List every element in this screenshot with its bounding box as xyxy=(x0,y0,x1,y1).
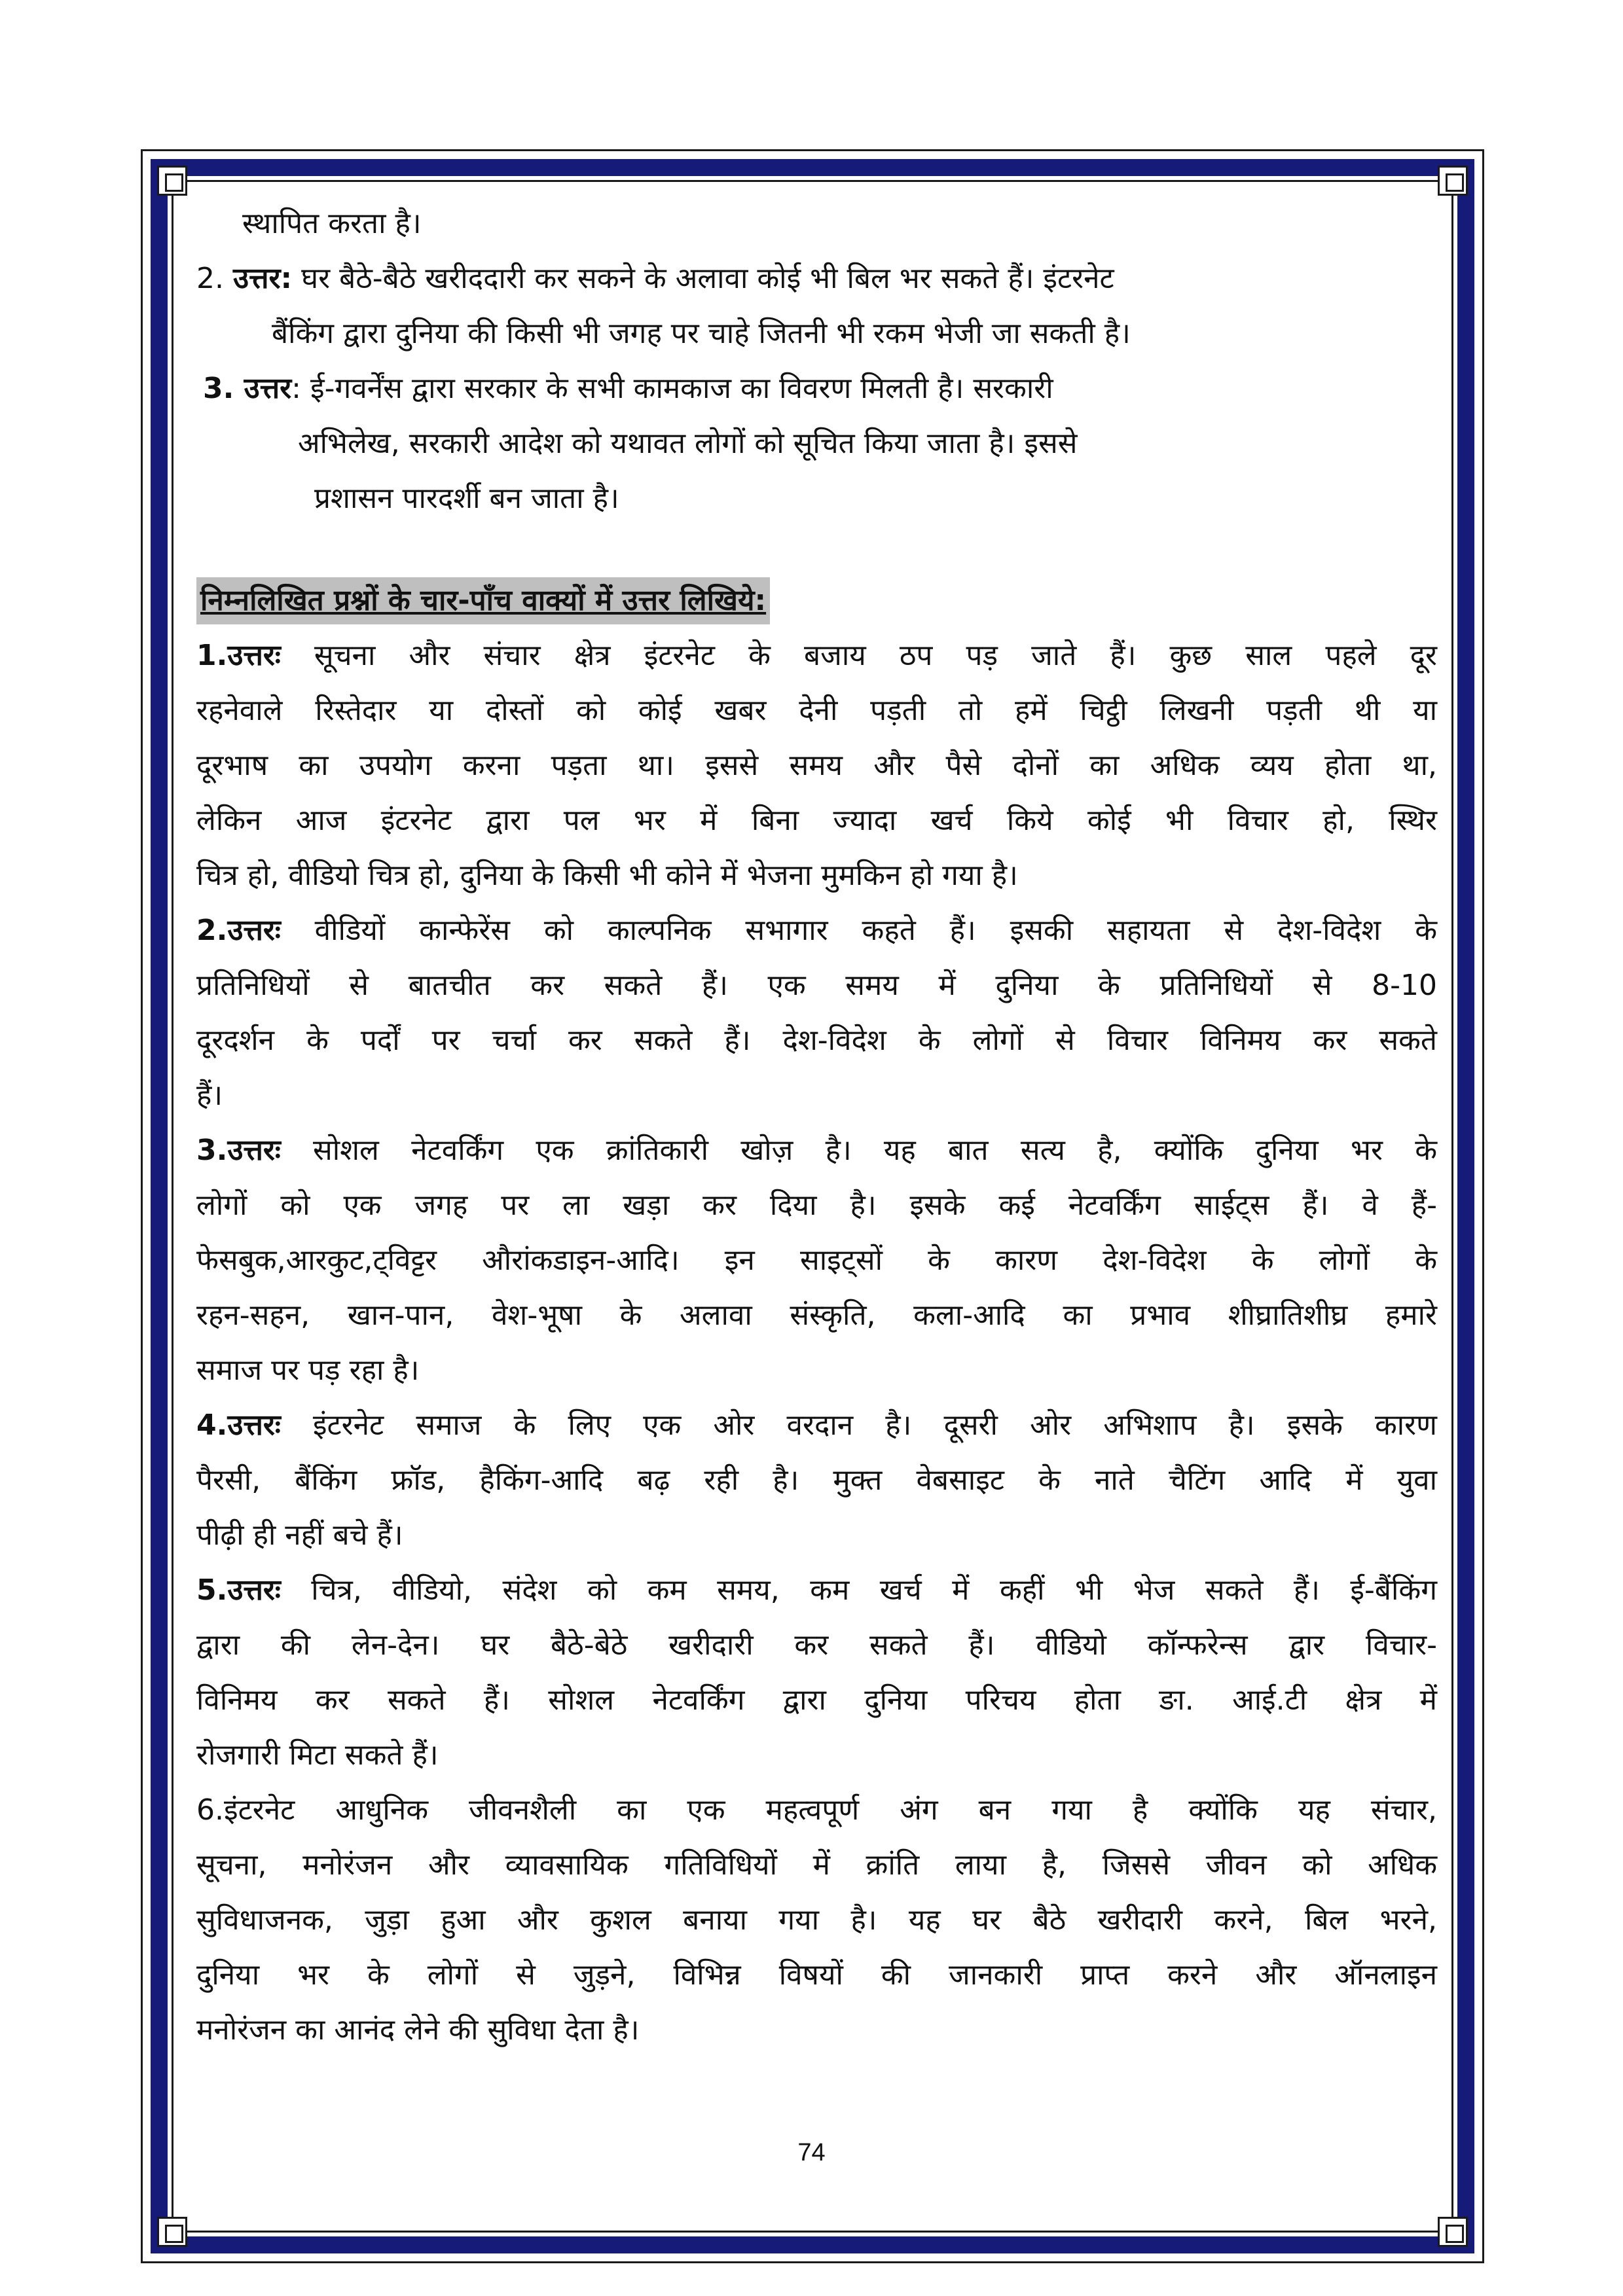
answer-line: पीढ़ी ही नहीं बचे हैं। xyxy=(196,1518,403,1552)
answer-text: : ई-गवर्नेंस द्वारा सरकार के सभी कामकाज का विवरण मिलती है। सरकारी xyxy=(291,372,1053,405)
answer-text: चित्र, वीडियो, संदेश को कम समय, कम खर्च में कहीं भी भेज सकते हैं। ई-बैंकिंग xyxy=(280,1573,1437,1607)
answer-line: विनिमय कर सकते हैं। सोशल नेटवर्किंग द्वारा दुनिया परिचय होता ङा. आई.टी क्षेत्र में xyxy=(196,1683,1437,1717)
answer-line: 6.इंटरनेट आधुनिक जीवनशैली का एक महत्वपूर्ण अंग बन गया है क्योंकि यह संचार, xyxy=(196,1793,1437,1827)
page-content xyxy=(196,196,1437,2058)
answer-label: 3.उत्तरः xyxy=(196,1134,281,1167)
answer-line: चित्र हो, वीडियो चित्र हो, दुनिया के किसी भी कोने में भेजना मुमकिन हो गया है। xyxy=(196,859,1018,892)
answer-text: इंटरनेट समाज के लिए एक ओर वरदान है। दूसरी ओर अभिशाप है। इसके कारण xyxy=(280,1408,1437,1442)
answer-label: उत्तर: xyxy=(232,262,293,295)
answer-text: सूचना और संचार क्षेत्र इंटरनेट के बजाय ठप पड़ जाते हैं। कुछ साल पहले दूर xyxy=(280,639,1437,672)
answer-number: 2. xyxy=(196,262,224,295)
answer-line xyxy=(196,1123,1437,1178)
answer-line xyxy=(196,1398,1437,1453)
answer-label: 2.उत्तरः xyxy=(196,914,281,947)
answer-block xyxy=(196,628,1437,903)
answer-block xyxy=(196,903,1437,1123)
answer-line xyxy=(196,628,1437,683)
corner-ornament-icon xyxy=(1438,2217,1468,2247)
answer-line: दूरदर्शन के पर्दों पर चर्चा कर सकते हैं। देश-विदेश के लोगों से विचार विनिमय कर सकते xyxy=(196,1024,1437,1057)
answer-line: मनोरंजन का आनंद लेने की सुविधा देता है। xyxy=(196,2013,640,2047)
answer-2-short xyxy=(196,251,1437,306)
answer-label: 4.उत्तरः xyxy=(196,1408,281,1442)
answer-line: रहन-सहन, खान-पान, वेश-भूषा के अलावा संस्कृति, कला-आदि का प्रभाव शीघ्रातिशीघ्र हमारे xyxy=(196,1299,1437,1332)
corner-ornament-icon xyxy=(1438,166,1468,196)
answer-line: दुनिया भर के लोगों से जुड़ने, विभिन्न विषयों की जानकारी प्राप्त करने और ऑनलाइन xyxy=(196,1958,1437,1992)
answer-text: सोशल नेटवर्किंग एक क्रांतिकारी खोज़ है। यह बात सत्य है, क्योंकि दुनिया भर के xyxy=(280,1134,1437,1167)
intro-line: स्थापित करता है। xyxy=(242,207,422,240)
page-number: 74 xyxy=(797,2139,826,2166)
answer-block xyxy=(196,1123,1437,1398)
answer-line: रहनेवाले रिस्तेदार या दोस्तों को कोई खबर देनी पड़ती तो हमें चिट्ठी लिखनी पड़ती थी या xyxy=(196,694,1437,727)
answer-label: 3. उत्तर xyxy=(203,372,292,405)
answer-line: सुविधाजनक, जुड़ा हुआ और कुशल बनाया गया है। यह घर बैठे खरीदारी करने, बिल भरने, xyxy=(196,1903,1437,1937)
answer-block xyxy=(196,1398,1437,1563)
answer-line: लेकिन आज इंटरनेट द्वारा पल भर में बिना ज्यादा खर्च किये कोई भी विचार हो, स्थिर xyxy=(196,804,1437,837)
answer-line: दूरभाष का उपयोग करना पड़ता था। इससे समय और पैसे दोनों का अधिक व्यय होता था, xyxy=(196,749,1437,782)
answer-label: 1.उत्तरः xyxy=(196,639,281,672)
answer-text-line: अभिलेख, सरकारी आदेश को यथावत लोगों को सूचित किया जाता है। इससे xyxy=(298,427,1078,460)
section-heading-row xyxy=(196,573,1437,628)
section-heading: निम्नलिखित प्रश्नों के चार-पाँच वाक्यों में उत्तर लिखिये: xyxy=(196,577,770,624)
answer-3-short xyxy=(196,361,1437,416)
answer-line: रोजगारी मिटा सकते हैं। xyxy=(196,1738,439,1772)
answer-line: समाज पर पड़ रहा है। xyxy=(196,1354,420,1387)
answer-line: प्रतिनिधियों से बातचीत कर सकते हैं। एक समय में दुनिया के प्रतिनिधियों से 8-10 xyxy=(196,969,1437,1002)
answer-line: पैरसी, बैंकिंग फ्रॉड, हैकिंग-आदि बढ़ रही है। मुक्त वेबसाइट के नाते चैटिंग आदि में युवा xyxy=(196,1463,1437,1497)
answer-text: घर बैठे-बैठे खरीददारी कर सकने के अलावा कोई भी बिल भर सकते हैं। इंटरनेट xyxy=(301,262,1114,295)
corner-ornament-icon xyxy=(157,166,187,196)
answer-text-line: बैंकिंग द्वारा दुनिया की किसी भी जगह पर चाहे जितनी भी रकम भेजी जा सकती है। xyxy=(272,317,1131,350)
answer-line: द्वारा की लेन-देन। घर बैठे-बेठे खरीदारी कर सकते हैं। वीडियो कॉन्फरेन्स द्वार विचार- xyxy=(196,1628,1437,1662)
answer-text-line: प्रशासन पारदर्शी बन जाता है। xyxy=(314,482,619,515)
answer-block xyxy=(196,1783,1437,2058)
answer-line: सूचना, मनोरंजन और व्यावसायिक गतिविधियों में क्रांति लाया है, जिससे जीवन को अधिक xyxy=(196,1848,1437,1882)
answer-line: लोगों को एक जगह पर ला खड़ा कर दिया है। इसके कई नेटवर्किंग साईट्स हैं। वे हैं- xyxy=(196,1189,1437,1222)
corner-ornament-icon xyxy=(157,2217,187,2247)
answer-line xyxy=(196,1563,1437,1618)
answer-line xyxy=(196,903,1437,958)
answer-line: हैं। xyxy=(196,1079,223,1112)
answer-block xyxy=(196,1563,1437,1783)
answer-label: 5.उत्तरः xyxy=(196,1573,281,1607)
answer-line: फेसबुक,आरकुट,ट्विट्टर औरांकडाइन-आदि। इन साइट्सों के कारण देश-विदेश के लोगों के xyxy=(196,1244,1437,1277)
answer-text: वीडियों कान्फेरेंस को काल्पनिक सभागार कहते हैं। इसकी सहायता से देश-विदेश के xyxy=(280,914,1437,947)
